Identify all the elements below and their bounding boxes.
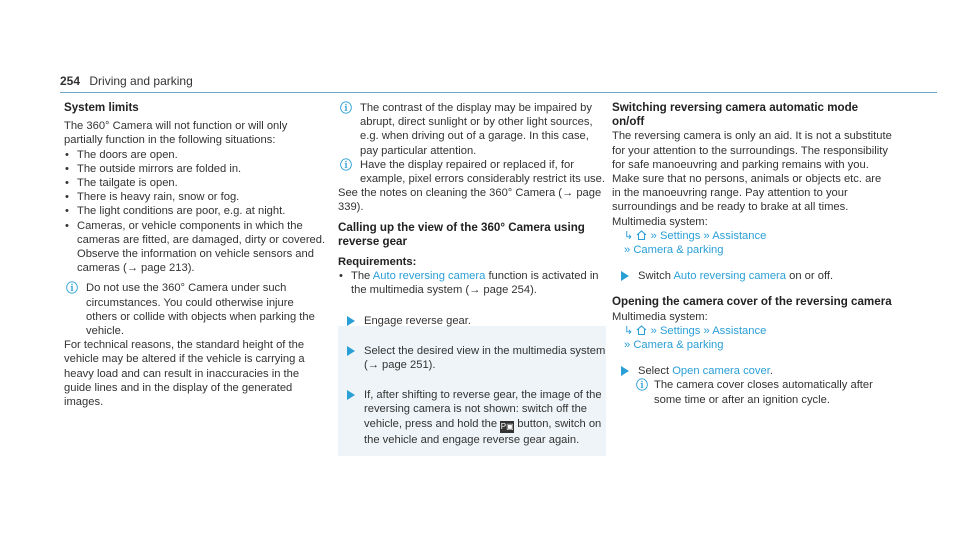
section-heading: Switching reversing camera automatic mode on/off xyxy=(612,101,859,129)
action-triangle-icon xyxy=(347,346,355,356)
double-chevron-icon: » xyxy=(624,339,631,352)
section-heading: System limits xyxy=(64,101,139,114)
req-text: function is activated in the multimedia system (→ page 254). xyxy=(351,270,599,297)
auto-reversing-camera-toggle[interactable]: Auto reversing camera xyxy=(673,270,787,283)
section-title: Driving and parking xyxy=(89,74,193,88)
action-step xyxy=(338,314,606,328)
action-triangle-icon xyxy=(621,271,629,281)
menu-path xyxy=(612,324,892,352)
limits-list xyxy=(64,148,326,276)
list-item: • The light conditions are poor, e.g. at night. xyxy=(64,204,326,218)
header-divider xyxy=(60,92,937,93)
step-text: Select xyxy=(638,365,673,378)
list-item: • Cameras, or vehicle components in which the cameras are fitted, are damaged, dirty or covered. Observe the information on vehicle sensors and cameras (→ page 213). xyxy=(64,219,326,276)
page-header xyxy=(60,74,193,88)
list-item: • The tailgate is open. xyxy=(64,176,326,190)
note-text: The camera cover closes automatically after some time or after an ignition cycle. xyxy=(654,379,873,406)
list-item: • The doors are open. xyxy=(64,148,326,162)
action-triangle-icon xyxy=(347,316,355,326)
open-camera-cover-option[interactable]: Open camera cover xyxy=(672,365,770,378)
menu-path xyxy=(612,229,892,257)
note-text: Have the display repaired or replaced if, for example, pixel errors considerably restrict its use. xyxy=(360,158,605,186)
multimedia-label: Multimedia system: xyxy=(612,310,708,323)
section-heading: Opening the camera cover of the reversing camera xyxy=(612,295,892,309)
list-item: • There is heavy rain, snow or fog. xyxy=(64,190,326,204)
step-text: If, after shifting to reverse gear, the image of the reversing camera is not shown: switch off the vehicle, press and hold the xyxy=(364,389,602,430)
assistance-menu-item[interactable]: Assistance xyxy=(712,229,767,242)
column-system-limits xyxy=(64,101,326,409)
action-step xyxy=(338,388,606,447)
note-text: The contrast of the display may be impaired by abrupt, direct sunlight or by other light sources, e.g. when driving out of a garage. In this case, pay particular attention. xyxy=(360,102,593,157)
info-note xyxy=(64,281,326,338)
double-chevron-icon: » xyxy=(703,324,710,337)
info-note xyxy=(638,378,892,406)
multimedia-label: Multimedia system: xyxy=(612,215,708,228)
return-arrow-icon: ↳ xyxy=(624,324,634,337)
requirements-heading: Requirements: xyxy=(338,256,417,269)
body-paragraph: See the notes on cleaning the 360° Camera (→ page 339). xyxy=(338,187,602,214)
action-triangle-icon xyxy=(347,390,355,400)
column-automatic-mode xyxy=(612,101,892,407)
double-chevron-icon: » xyxy=(650,229,657,242)
camera-parking-menu-item[interactable]: Camera & parking xyxy=(633,339,724,352)
req-text: The xyxy=(351,270,373,283)
body-paragraph: The reversing camera is only an aid. It is not a substitute for your attention to the surroundings. The responsibility for safe manoeuvring and parking remains with you. Make sure that no persons, animals or objects etc. are in the manoeuvring range. Pay attention to your surroundings and be ready to brake at all times. xyxy=(612,130,892,214)
settings-menu-item[interactable]: Settings xyxy=(659,324,701,337)
double-chevron-icon: » xyxy=(624,244,631,257)
step-text: button, switch on the vehicle and engage reverse gear again. xyxy=(364,417,602,446)
info-icon: ⓘ xyxy=(340,157,353,172)
info-icon: ⓘ xyxy=(66,281,79,296)
info-note xyxy=(338,101,606,158)
step-text: Select the desired view in the multimedia system (→ page 251). xyxy=(364,344,606,372)
section-heading: Calling up the view of the 360° Camera using reverse gear xyxy=(338,220,585,248)
info-icon: ⓘ xyxy=(636,378,649,393)
intro-text: The 360° Camera will not function or will only partially function in the following situations: xyxy=(64,120,288,147)
double-chevron-icon: » xyxy=(650,324,657,337)
note-text: Do not use the 360° Camera under such circumstances. You could otherwise injure others or collide with objects when parking the vehicle. xyxy=(86,282,315,338)
step-text: . xyxy=(769,365,773,378)
home-icon[interactable] xyxy=(636,325,647,335)
action-step xyxy=(612,269,892,283)
page-number: 254 xyxy=(60,74,81,88)
action-step xyxy=(612,364,892,378)
info-icon: ⓘ xyxy=(340,101,353,115)
info-note xyxy=(338,158,606,186)
step-text: Engage reverse gear. xyxy=(364,314,471,327)
assistance-menu-item[interactable]: Assistance xyxy=(712,324,767,337)
column-reverse-gear xyxy=(338,101,606,447)
camera-parking-menu-item[interactable]: Camera & parking xyxy=(633,244,724,257)
return-arrow-icon: ↳ xyxy=(624,229,634,242)
home-icon[interactable] xyxy=(636,230,647,240)
double-chevron-icon: » xyxy=(703,229,710,242)
step-text: on or off. xyxy=(786,270,834,283)
auto-reversing-camera-link[interactable]: Auto reversing camera xyxy=(372,270,486,283)
action-triangle-icon xyxy=(621,366,629,376)
list-item xyxy=(338,269,606,297)
action-step xyxy=(338,344,606,372)
settings-menu-item[interactable]: Settings xyxy=(659,229,701,242)
parking-camera-button-icon: P▣ xyxy=(500,421,514,431)
requirements-list xyxy=(338,269,606,297)
body-paragraph: For technical reasons, the standard height of the vehicle may be altered if the vehicle is carrying a heavy load and can result in inaccuracies in the guide lines and in the display of the generated images. xyxy=(64,339,305,409)
step-text: Switch xyxy=(638,270,674,283)
list-item: • The outside mirrors are folded in. xyxy=(64,162,326,176)
